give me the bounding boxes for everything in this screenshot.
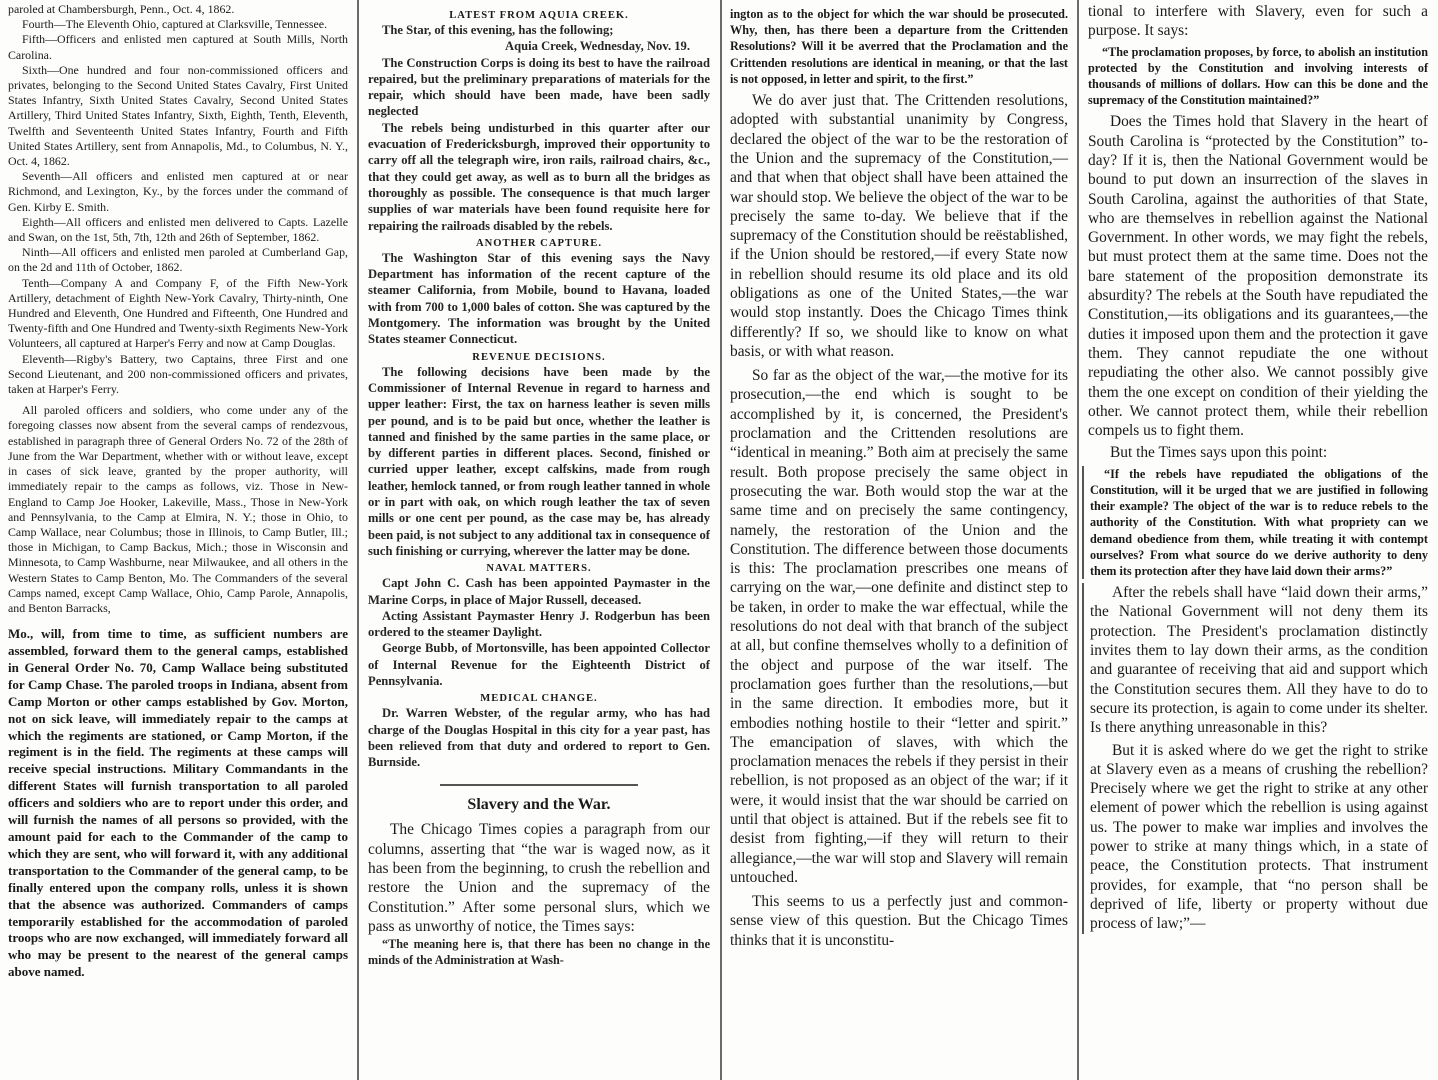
paragraph: Seventh—All officers and enlisted men captured at or near Richmond, and Lexington, Ky., by the forces under the command of Gen. Kirby E. Smith. — [8, 169, 348, 214]
article-body — [1088, 112, 1428, 462]
section-heading: MEDICAL CHANGE. — [480, 693, 598, 705]
column-rule — [720, 0, 722, 1080]
section-heading: ANOTHER CAPTURE. — [475, 237, 603, 249]
paragraph: The following decisions have been made by the Commissioner of Internal Revenue in regard to harness and upper leather: First, the tax on harness leather is seven mills per pound, and is to be paid but once, whether the leather is tanned and finished by the same parties in the same place, or by different parties in different places. Second, finished or curried upper leather, except calfskins, made from rough leather, hemlock tanned, or from rough leather tanned in whole or in part with oak, on which rough leather the tax of seven mills or one cent per pound, as the case may be, has already been paid, is not subject to any additional tax in consequence of such finishing or currying, wherever the latter may be done. — [368, 364, 710, 558]
paragraph: The Construction Corps is doing its best to have the railroad repaired, but the preliminary preparations of materials for the repair, which should have been made, have been sadly neglected — [368, 55, 710, 119]
section-heading: NAVAL MATTERS. — [486, 563, 592, 575]
column-rule — [1077, 0, 1079, 1080]
quote-text: “The proclamation proposes, by force, to abolish an institution protected by the Constitution and involving interests of thousands of millions of dollars. How can this be done and the supremacy of the Constitution maintained?” — [1088, 44, 1428, 108]
paragraph: So far as the object of the war,—the motive for its prosecution,—the end which is sought to be accomplished by it, is concerned, the President's proclamation and the Crittenden resolutions are “identical in meaning.” Both aim at precisely the same result. Both propose precisely the same object in prosecuting the war. Both would stop the war at the same time and on precisely the same contingency, namely, the restoration of the Union and the Constitution. The difference between those documents is this: The proclamation prescribes one means of carrying on the war,—one definite and distinct step to be taken, in order to make the war effectual, while the resolutions do not deal with that branch of the subject at all, but confine themselves wholly to a definition of the object and purpose of the war itself. The proclamation goes further than the resolutions,—but in the same direction. It embodies more, but it embodies nothing hostile to their “letter and spirit.” The emancipation of slaves, with which the proclamation menaces the rebels if they persist in their rebellion, is not proposed as an object of the war; if it were, it would insist that the war should be carried on until that object is attained. But if the rebels see fit to desist from fighting,—if they will return to their allegiance,—the war will stop and Slavery will remain untouched. — [730, 367, 1068, 886]
article-body — [368, 820, 710, 936]
paragraph: Fourth—The Eleventh Ohio, captured at Clarksville, Tennessee. — [22, 17, 328, 32]
paragraph: This seems to us a perfectly just and common-sense view of this question. But the Chicago Times thinks that it is unconstitu- — [730, 893, 1068, 949]
paragraph: Acting Assistant Paymaster Henry J. Rodgerbun has been ordered to the steamer Daylight. — [368, 608, 710, 640]
paragraph: Tenth—Company A and Company F, of the Fifth New-York Artillery, detachment of Eighth New-York Cavalry, Thirty-ninth, One Hundred and Eleventh, One Hundred and Fifteenth, One Hundred and Twenty-fifth and One Hundred and Twenty-sixth Regiments New-York Volunteers, all captured at Harper's Ferry and now at Camp Douglas. — [8, 275, 348, 351]
paragraph: paroled at Chambersburgh, Penn., Oct. 4, 1862. — [8, 2, 235, 16]
parole-orders-bold — [8, 626, 348, 981]
paragraph: The Chicago Times copies a paragraph from our columns, asserting that “the war is waged now, as it has been from the beginning, to crush the rebellion and restore the Union and the supremacy of the Constitution.” After some personal slurs, which we pass as unworthy of notice, the Times says: — [368, 821, 710, 935]
block-quote — [368, 936, 710, 968]
section-heading: REVENUE DECISIONS. — [472, 351, 606, 363]
paragraph: The Washington Star of this evening says the Navy Department has information of the recent capture of the steamer California, from Mobile, bound to Havana, loaded with from 700 to 1,000 bales of cotton. She was captured by the Montgomery. The information was brought by the United States steamer Connecticut. — [368, 250, 710, 347]
divider-rule — [440, 784, 638, 786]
block-quote — [1088, 44, 1428, 109]
paragraph: Ninth—All officers and enlisted men paroled at Cumberland Gap, on the 2d and 11th of October, 1862. — [8, 245, 348, 275]
column-rule — [357, 0, 359, 1080]
paragraph: After the rebels shall have “laid down their arms,” the National Government will not deny them its protection. The President's proclamation distinctly invites them to lay down their arms, as the condition and guarantee of receiving that aid and support which the Constitution secures them. All they have to do to secure its protection, is again to come under its shelter. Is there anything unreasonable in this? — [1090, 584, 1428, 737]
paragraph: Dr. Warren Webster, of the regular army, who has had charge of the Douglas Hospital in this city for a year past, has been relieved from that duty and ordered to report to Gen. Burnside. — [368, 706, 710, 770]
paragraph: But the Times says upon this point: — [1110, 444, 1328, 462]
paragraph: All paroled officers and soldiers, who come under any of the foregoing classes now absent from the several camps of rendezvous, established in paragraph three of General Orders No. 72 of the 28th of June from the War Department, whether with or without leave, except in cases of sick leave, granted by the proper authority, will immediately repair to the camps as follows, viz. Those in New-England to Camp Joe Hooker, Lakeville, Mass., Those in New-York and Pennsylvania, to the Camp at Elmira, N. Y.; those in Ohio, to Camp Wallace, near Columbus; those in Illinois, to Camp Butler, Ill.; those in Michigan, to Camp Backus, Mich.; those in Wisconsin and Minnesota, to Camp Washburne, near Milwaukee, and all others in the Western States to Camp Benton, Mo. The Commanders of the several Camps named, except Camp Wallace, Ohio, Camp Parole, Annapolis, and Benton Barracks, — [8, 403, 348, 615]
block-quote — [730, 6, 1068, 87]
paragraph: Capt John C. Cash has been appointed Paymaster in the Marine Corps, in place of Major Russell, deceased. — [368, 576, 710, 607]
paragraph: Fifth—Officers and enlisted men captured at South Mills, North Carolina. — [8, 32, 348, 62]
paragraph: The Star, of this evening, has the following; — [382, 23, 614, 37]
quote-text: “If the rebels have repudiated the obligations of the Constitution, will it be urged that we are justified in following their example? The object of the war is to reduce rebels to the authority of the Constitution. With what propriety can we demand obedience from them, while treating it with contempt ourselves? From what source do we derive authority to deny them its protection after they have laid down their arms?” — [1090, 466, 1428, 578]
block-quote — [1082, 466, 1428, 579]
article-title: Slavery and the War. — [467, 796, 611, 814]
paragraph: Sixth—One hundred and four non-commissioned officers and privates, belonging to the Second United States Cavalry, First United States Infantry, Sixth United States Cavalry, Second United States Artillery, Third United States Infantry, Sixth, Eighth, Tenth, Eleventh, Twelfth and Seventeenth United States Infantry, Fourth and Fifth United States Artillery, sent from Annapolis, Md., to Columbus, N. Y., Oct. 4, 1862. — [8, 62, 348, 169]
column-2 — [362, 0, 718, 1080]
parole-orders-list — [8, 2, 348, 616]
paragraph: But it is asked where do we get the right to strike at Slavery even as a means of crushing the rebellion? Precisely where we get the right to strike at any other element of power which the rebellion is using against us. The power to make war implies and involves the power to strike at many things which, in a state of peace, the Constitution protects. That instrument provides, for example, that “no person shall be deprived of life, liberty or property without due process of law;”— — [1090, 741, 1428, 933]
article-body — [730, 91, 1068, 950]
section-heading: LATEST FROM AQUIA CREEK. — [449, 10, 629, 21]
column-4 — [1082, 0, 1434, 1080]
dateline: Aquia Creek, Wednesday, Nov. 19. — [505, 39, 690, 54]
paragraph: Mo., will, from time to time, as sufficient numbers are assembled, forward them to the general camps, established in General Order No. 70, Camp Wallace being substituted for Camp Chase. The paroled troops in Indiana, absent from Camp Morton or other camps established by Gov. Morton, not on sick leave, will immediately repair to the camps at which the regiments are stationed, or Camp Morton, if the regiment is in the field. The regiments at these camps will receive special instructions. Military Commandants in the different States will furnish transportation to all paroled officers and soldiers who are to report under this order, and will furnish the names of all persons so provided, with the amount paid for each to the Commander of the camp to which they are sent, who will forward it, with any additional transportation to the Commander of the general camp, to be finally entered upon the company rolls, unless it is shown that the absence was authorized. Commanders of camps temporarily established for the accommodation of paroled troops who are now exchanged, will immediately forward all who may be present to the nearest of the general camps above named. — [8, 626, 348, 980]
article-body — [1082, 583, 1428, 933]
column-3 — [724, 0, 1074, 1080]
article-body — [1088, 2, 1428, 41]
paragraph: George Bubb, of Mortonsville, has been appointed Collector of Internal Revenue for the Eighteenth District of Pennsylvania. — [368, 641, 710, 688]
paragraph: Eleventh—Rigby's Battery, two Captains, three First and one Second Lieutenant, and 200 non-commissioned officers and privates, taken at Harper's Ferry. — [8, 351, 348, 397]
paragraph: Eighth—All officers and enlisted men delivered to Capts. Lazelle and Swan, on the 1st, 5th, 7th, 12th and 26th of September, 1862. — [8, 214, 348, 245]
paragraph: We do aver just that. The Crittenden resolutions, adopted with substantial unanimity by Congress, declared the object of the war to be the restoration of the Union and the supremacy of the Constitution,—and that when that object shall have been attained the war should stop. We believe the object of the war to be precisely the same to-day. We believe that if the supremacy of the Constitution should be reëstablished, if the Union should be restored,—if every State now in rebellion should resume its old place and its old obligations as one of the United States,—the war would stop instantly. Does the Chicago Times think differently? If so, we should like to know on what basis, or with what reason. — [730, 92, 1068, 360]
column-1 — [4, 0, 354, 1080]
quote-text: ington as to the object for which the war should be prosecuted. Why, then, has there been a departure from the Crittenden Resolutions? Will it be averred that the Proclamation and the Crittenden resolutions are identical in meaning, or that the last is not opposed, in letter and spirit, to the first.” — [730, 7, 1068, 86]
paragraph: The rebels being undisturbed in this quarter after our evacuation of Fredericksburgh, improved their opportunity to carry off all the telegraph wire, iron rails, railroad chairs, &c., that they could get away, as well as to burn all the bridges as thoroughly as possible. The consequence is that much larger supplies of war materials have been found requisite here for repairing the railroads disabled by the rebels. — [368, 120, 710, 233]
paragraph: Does the Times hold that Slavery in the heart of South Carolina is “protected by the Constitution” to-day? If it is, then the National Government would be bound to put down an insurrection of the slaves in South Carolina, against the authorities of that State, who are themselves in rebellion against the National Government. In other words, we may fight the rebels, but must protect them at the same time. Does not the bare statement of the proposition demonstrate its absurdity? The rebels at the South have repudiated the Constitution,—its obligations and its guarantees,—the duties it imposed upon them and the protection it gave them. They cannot repudiate the one without repudiating the other also. We cannot possibly give them the one except on condition of their yielding the other. We cannot protect them, while their rebellion compels us to fight them. — [1088, 113, 1428, 440]
quote-text: “The meaning here is, that there has been no change in the minds of the Administration at Wash- — [368, 937, 710, 968]
paragraph: tional to interfere with Slavery, even for such a purpose. It says: — [1088, 3, 1428, 40]
